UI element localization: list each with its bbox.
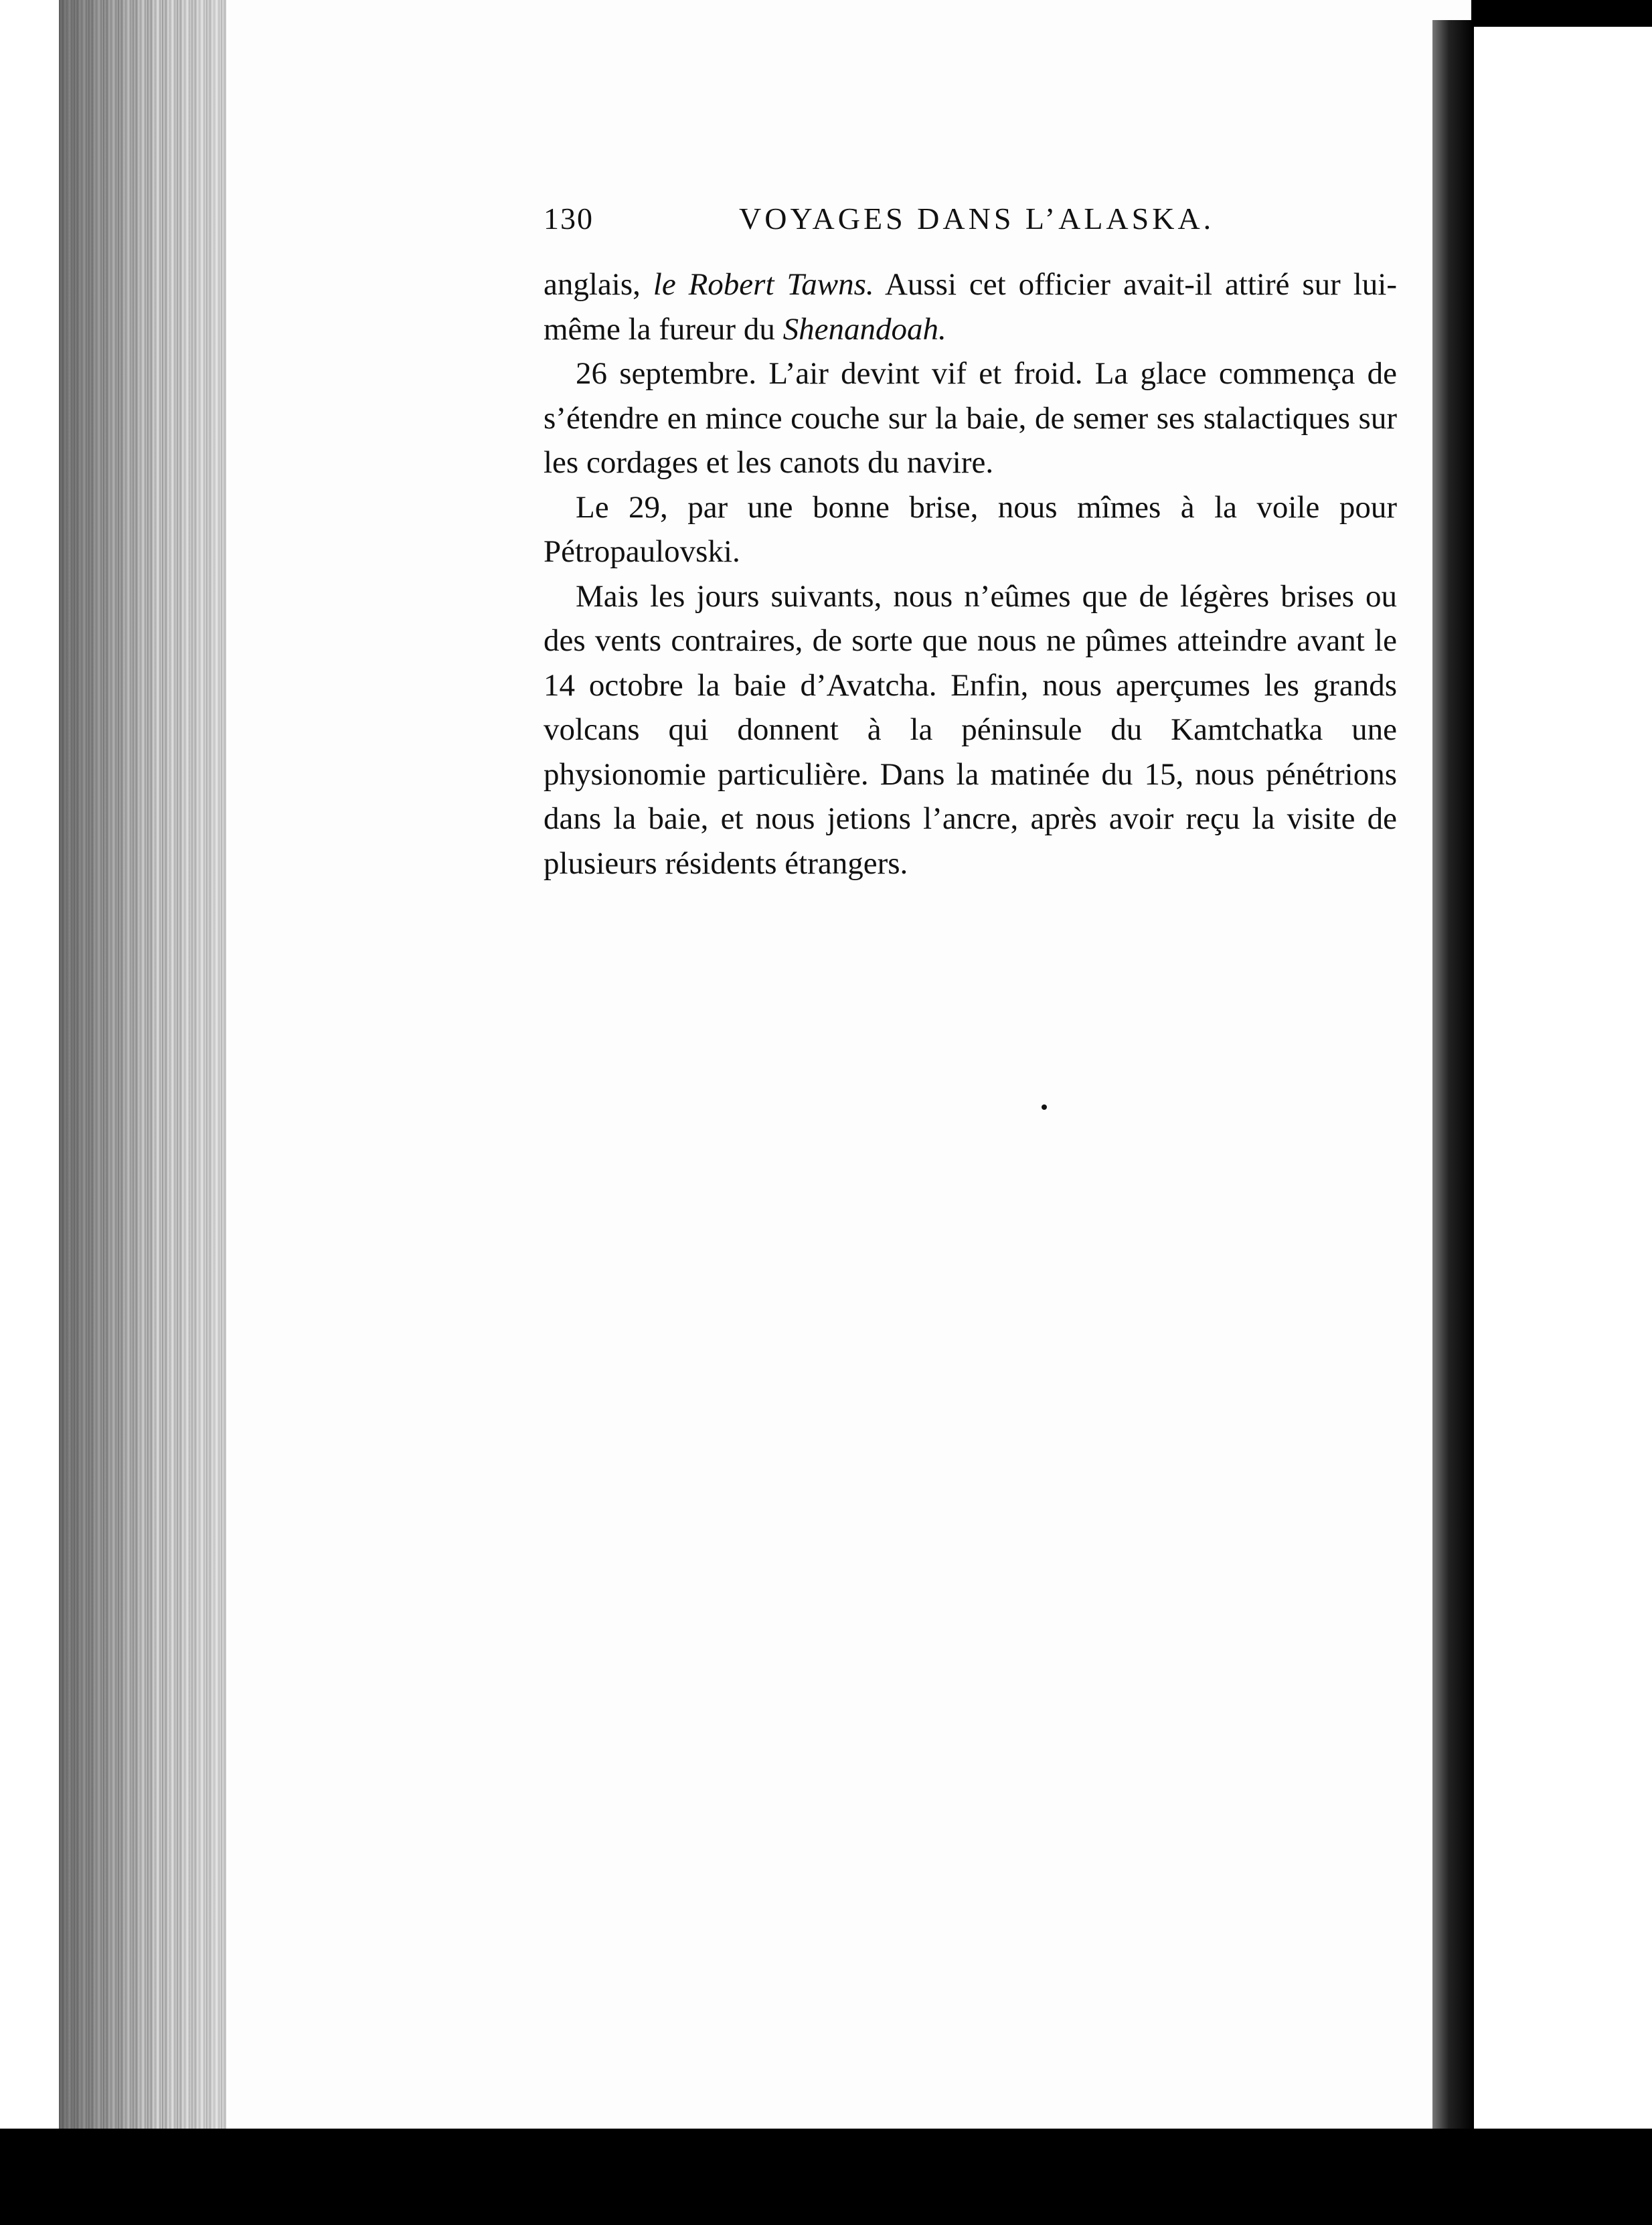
running-title: VOYAGES DANS L’ALASKA. (739, 201, 1215, 236)
page-number: 130 (544, 201, 594, 236)
ship-name-italic: le Robert Tawns. (653, 267, 874, 302)
running-header (544, 201, 1220, 248)
scan-bottom-band (0, 2129, 1652, 2225)
ink-speck (1042, 1104, 1047, 1110)
paragraph-3: Le 29, par une bonne brise, nous mîmes à la voile pour Pétropaulovski. (544, 489, 1397, 569)
paragraph-1 (544, 262, 1397, 351)
paragraph-1-middle: Aussi cet officier avait-il attiré sur lui-même la fureur du (544, 267, 1397, 347)
paragraph-4: Mais les jours suivants, nous n’eûmes que de légères brises ou des vents contraires, de sorte que nous ne pûmes atteindre avant le 14 octobre la baie d’Avatcha. Enfin, nous aperçumes les grands volcans qui donnent à la péninsule du Kamtchatka une physionomie particulière. Dans la matinée du 15, nous pénétrions dans la baie, et nous jetions l’ancre, après avoir reçu la visite de plusieurs résidents étrangers. (544, 578, 1397, 881)
book-page-edges (59, 0, 226, 2129)
next-page-sliver (1474, 27, 1652, 2129)
scan-left-margin (0, 0, 59, 2129)
book-spine-shadow (1432, 20, 1474, 2129)
body-text (544, 262, 1397, 886)
paragraph-2: 26 septembre. L’air devint vif et froid. La glace commença de s’étendre en mince couche sur la baie, de semer ses stalactiques sur les cordages et les canots du navire. (544, 356, 1397, 480)
ship-name-shenandoah-italic: Shenandoah. (782, 311, 946, 347)
paragraph-1-before: anglais, (544, 267, 653, 302)
